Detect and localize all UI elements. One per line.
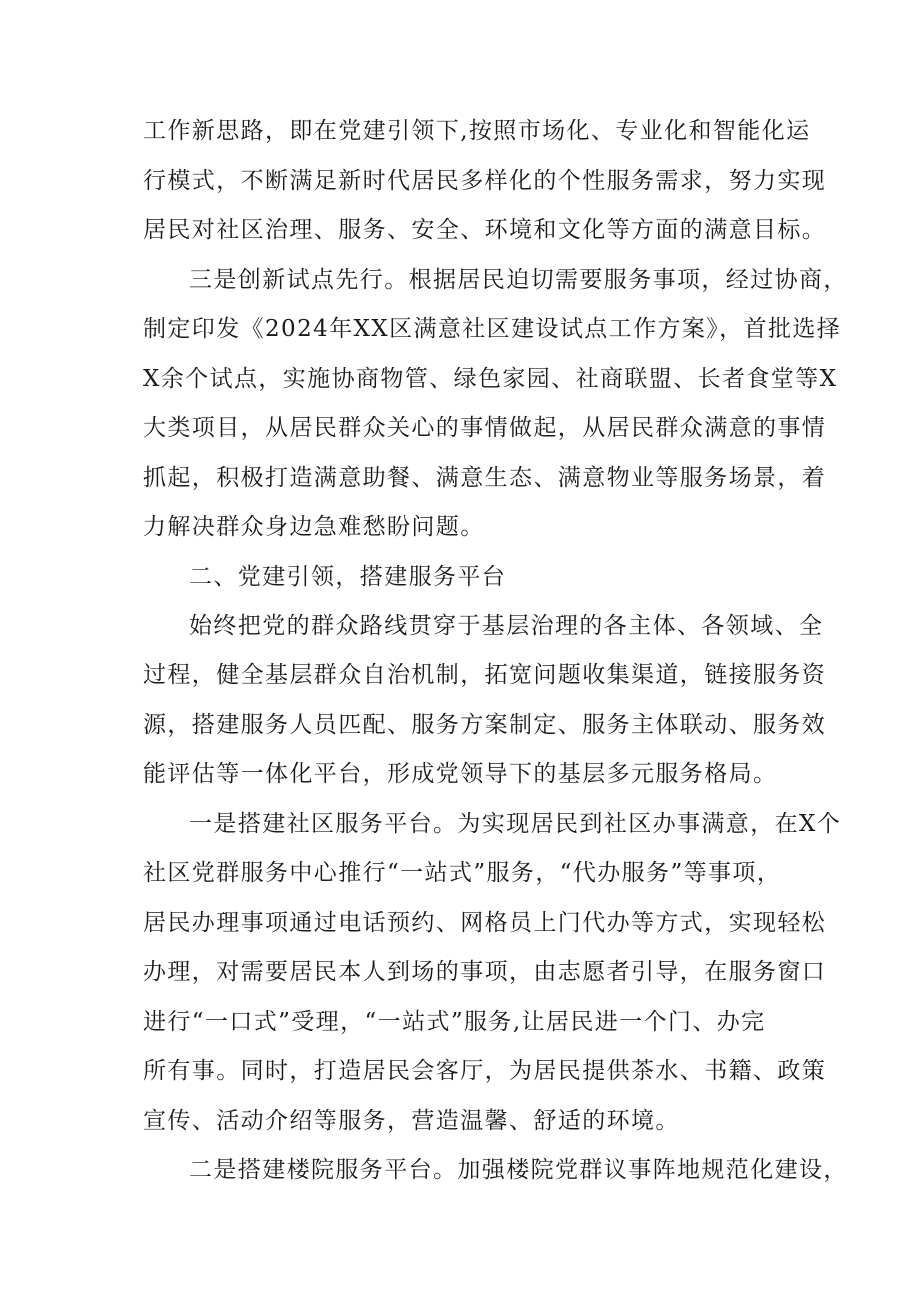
paragraph-line: 宣传、活动介绍等服务，营造温馨、舒适的环境。: [143, 1108, 680, 1134]
paragraph-first-line: 二是搭建楼院服务平台。加强楼院党群议事阵地规范化建设，: [189, 1157, 848, 1183]
paragraph-line: 所有事。同时，打造居民会客厅，为居民提供茶水、书籍、政策: [143, 1058, 827, 1084]
paragraph-line: 过程，健全基层群众自治机制，拓宽问题收集渠道，链接服务资: [143, 662, 827, 688]
paragraph-line: 工作新思路，即在党建引领下,按照市场化、专业化和智能化运: [143, 118, 811, 144]
section-heading: 二、党建引领，搭建服务平台: [189, 564, 507, 590]
paragraph-line: 行模式，不断满足新时代居民多样化的个性服务需求，努力实现: [143, 168, 827, 194]
paragraph-line: 力解决群众身边急难愁盼问题。: [143, 514, 485, 540]
paragraph-line: 源，搭建服务人员匹配、服务方案制定、服务主体联动、服务效: [143, 712, 827, 738]
paragraph-line: 居民对社区治理、服务、安全、环境和文化等方面的满意目标。: [143, 217, 827, 243]
paragraph-first-line: 始终把党的群众路线贯穿于基层治理的各主体、各领域、全: [189, 613, 824, 639]
paragraph-line: 进行“一口式”受理，“一站式”服务,让居民进一个门、办完: [143, 1009, 766, 1035]
paragraph-line: 社区党群服务中心推行“一站式”服务，“代办服务”等事项，: [143, 860, 782, 886]
paragraph-first-line: 一是搭建社区服务平台。为实现居民到社区办事满意，在X个: [189, 811, 842, 837]
paragraph-line: 能评估等一体化平台，形成党领导下的基层多元服务格局。: [143, 761, 778, 787]
paragraph-line: 制定印发《2024年XX区满意社区建设试点工作方案》，首批选择: [143, 316, 842, 342]
paragraph-line: 办理，对需要居民本人到场的事项，由志愿者引导，在服务窗口: [143, 959, 827, 985]
paragraph-line: 抓起，积极打造满意助餐、满意生态、满意物业等服务场景，着: [143, 465, 827, 491]
paragraph-line: X余个试点，实施协商物管、绿色家园、社商联盟、长者食堂等X: [143, 366, 838, 392]
paragraph-first-line: 三是创新试点先行。根据居民迫切需要服务事项，经过协商，: [189, 267, 848, 293]
paragraph-line: 居民办理事项通过电话预约、网格员上门代办等方式，实现轻松: [143, 910, 827, 936]
paragraph-line: 大类项目，从居民群众关心的事情做起，从居民群众满意的事情: [143, 415, 827, 441]
